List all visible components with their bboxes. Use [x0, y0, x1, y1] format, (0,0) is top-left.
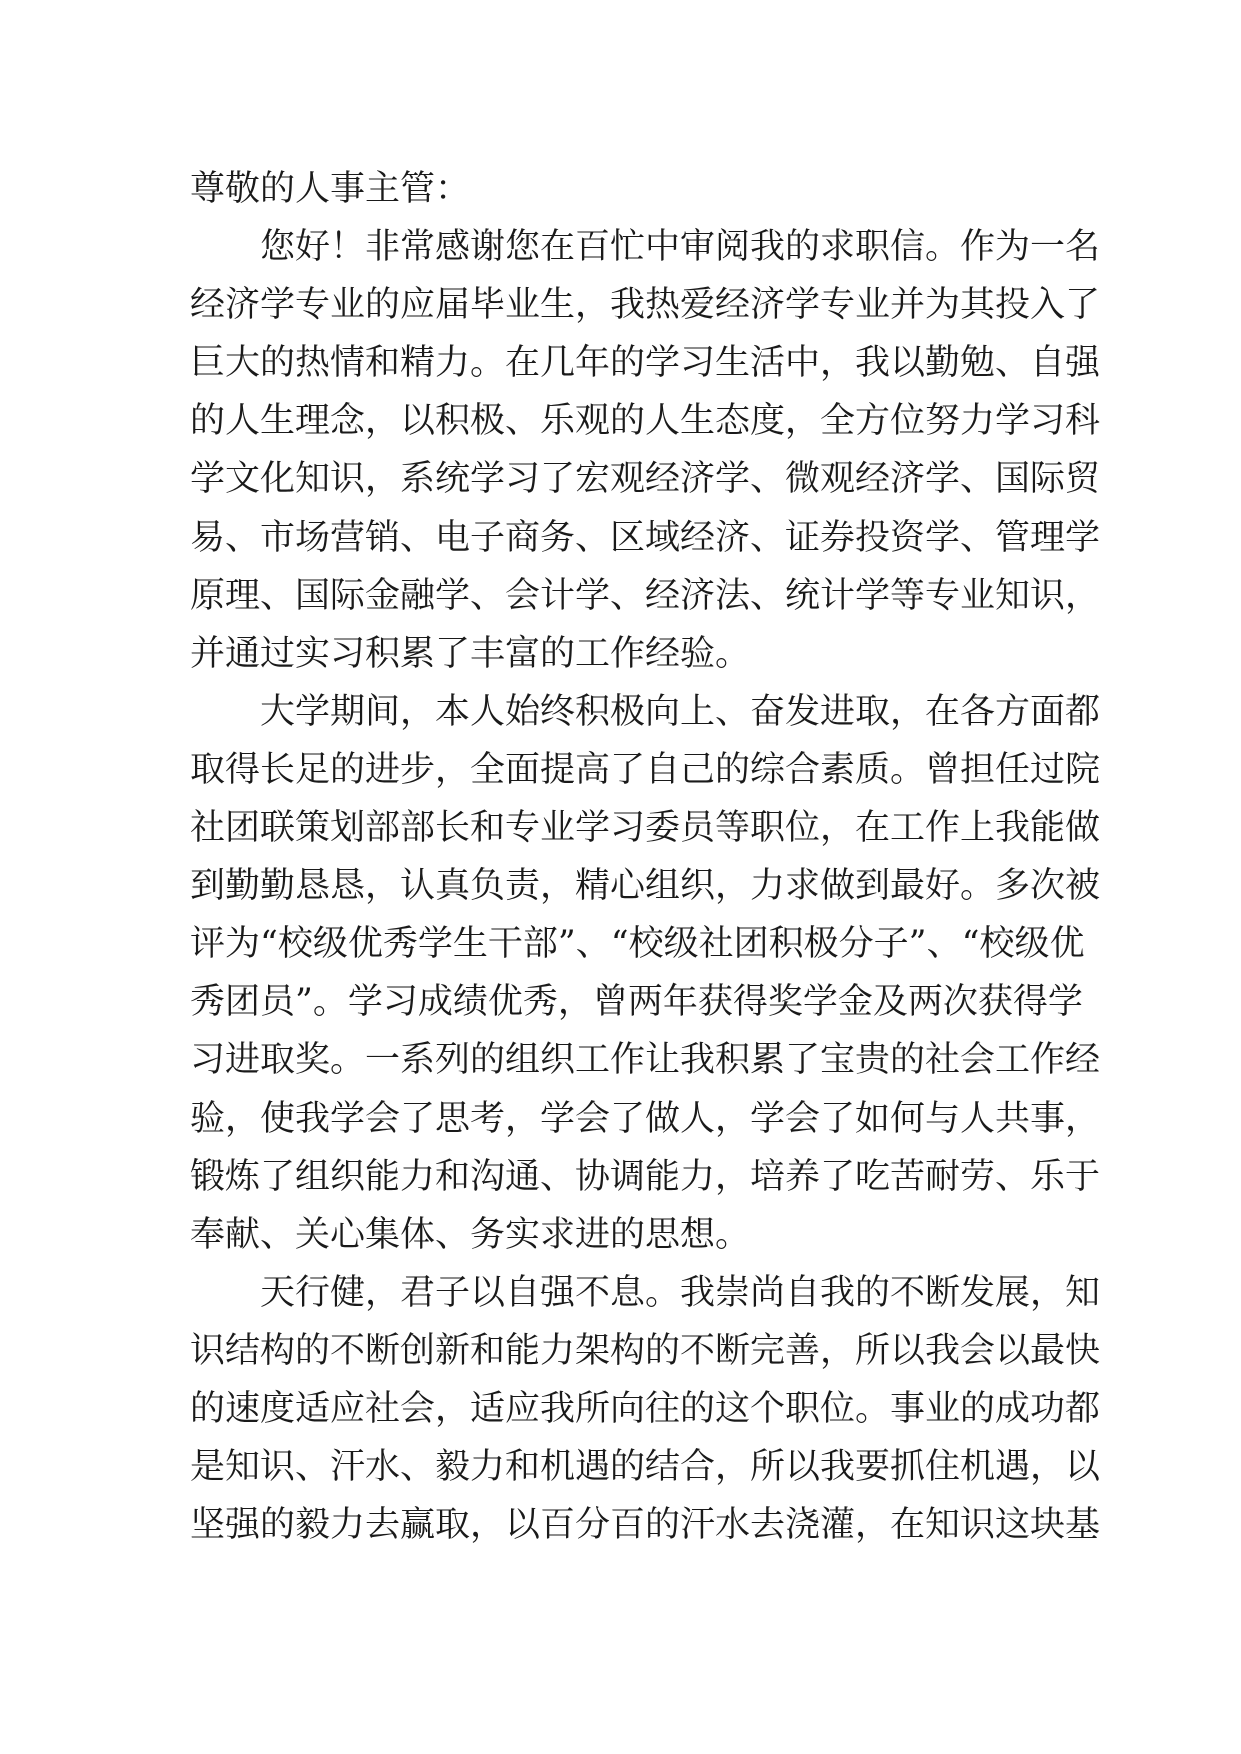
paragraph-line: 到勤勤恳恳，认真负责，精心组织，力求做到最好。多次被	[190, 866, 1101, 907]
paragraph-line: 习进取奖。一系列的组织工作让我积累了宝贵的社会工作经	[190, 1040, 1101, 1081]
paragraph-2	[190, 683, 1101, 1264]
paragraph-line: 评为“校级优秀学生干部”、“校级社团积极分子”、“校级优	[190, 924, 1085, 965]
paragraph-line: 经济学专业的应届毕业生，我热爱经济学专业并为其投入了	[190, 285, 1101, 326]
paragraph-line: 是知识、汗水、毅力和机遇的结合，所以我要抓住机遇，以	[190, 1447, 1101, 1488]
paragraph-line: 巨大的热情和精力。在几年的学习生活中，我以勤勉、自强	[190, 343, 1101, 384]
paragraph-line: 您好！非常感谢您在百忙中审阅我的求职信。作为一名	[260, 227, 1101, 268]
letter-body	[190, 160, 1101, 1554]
paragraph-line: 的人生理念，以积极、乐观的人生态度，全方位努力学习科	[190, 401, 1101, 442]
paragraph-line: 验，使我学会了思考，学会了做人，学会了如何与人共事，	[190, 1098, 1101, 1139]
paragraph-line: 的速度适应社会，适应我所向往的这个职位。事业的成功都	[190, 1388, 1101, 1429]
paragraph-line: 识结构的不断创新和能力架构的不断完善，所以我会以最快	[190, 1330, 1101, 1371]
paragraph-line: 坚强的毅力去赢取，以百分百的汗水去浇灌，在知识这块基	[190, 1505, 1101, 1546]
paragraph-line: 秀团员”。学习成绩优秀，曾两年获得奖学金及两次获得学	[190, 982, 1083, 1023]
paragraph-line: 取得长足的进步，全面提高了自己的综合素质。曾担任过院	[190, 749, 1101, 790]
paragraph-line: 社团联策划部部长和专业学习委员等职位，在工作上我能做	[190, 808, 1101, 849]
paragraph-line: 学文化知识，系统学习了宏观经济学、微观经济学、国际贸	[190, 459, 1101, 500]
paragraph-3	[190, 1264, 1101, 1554]
paragraph-line: 天行健，君子以自强不息。我崇尚自我的不断发展，知	[260, 1272, 1101, 1313]
paragraph-line: 原理、国际金融学、会计学、经济法、统计学等专业知识，	[190, 575, 1101, 616]
salutation: 尊敬的人事主管：	[190, 169, 471, 209]
paragraph-line: 并通过实习积累了丰富的工作经验。	[190, 633, 751, 674]
paragraph-line: 奉献、关心集体、务实求进的思想。	[190, 1214, 751, 1255]
paragraph-line: 锻炼了组织能力和沟通、协调能力，培养了吃苦耐劳、乐于	[190, 1156, 1101, 1197]
paragraph-line: 大学期间，本人始终积极向上、奋发进取，在各方面都	[260, 691, 1101, 732]
paragraph-1	[190, 218, 1101, 683]
paragraph-line: 易、市场营销、电子商务、区域经济、证券投资学、管理学	[190, 517, 1101, 558]
